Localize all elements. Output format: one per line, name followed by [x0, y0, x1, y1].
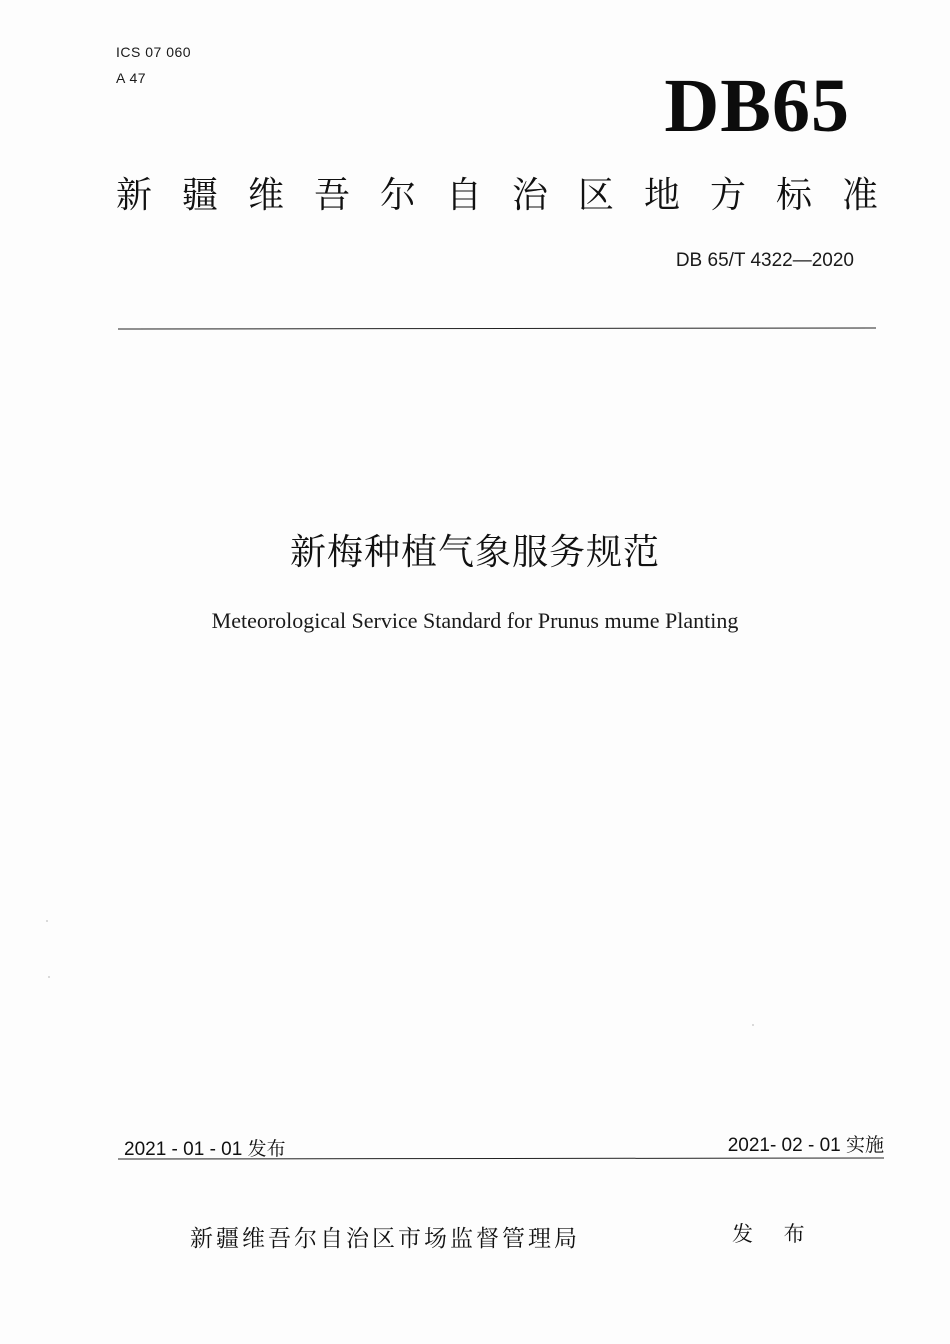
- standard-mark: DB65: [664, 64, 850, 148]
- issue-date: 2021 - 01 - 01 发布: [124, 1139, 286, 1160]
- bottom-divider: [118, 1157, 884, 1159]
- title-chinese: 新梅种植气象服务规范: [289, 532, 660, 573]
- standard-type-heading: 新疆维吾尔自治区地方标准: [116, 175, 909, 216]
- implementation-date: 2021- 02 - 01 实施: [727, 1135, 884, 1156]
- standard-number: DB 65/T 4322—2020: [675, 250, 854, 271]
- ccs-code: A 47: [116, 70, 147, 86]
- scan-speck: [752, 1024, 754, 1026]
- issuing-authority: 新疆维吾尔自治区市场监督管理局: [190, 1226, 580, 1252]
- title-english: Meteorological Service Standard for Prunus mume Planting: [211, 608, 739, 633]
- scan-speck: [48, 976, 50, 978]
- top-divider: [118, 327, 876, 329]
- scan-speck: [46, 920, 48, 922]
- issue-verb: 发 布: [732, 1222, 817, 1246]
- ics-code: ICS 07 060: [116, 44, 192, 60]
